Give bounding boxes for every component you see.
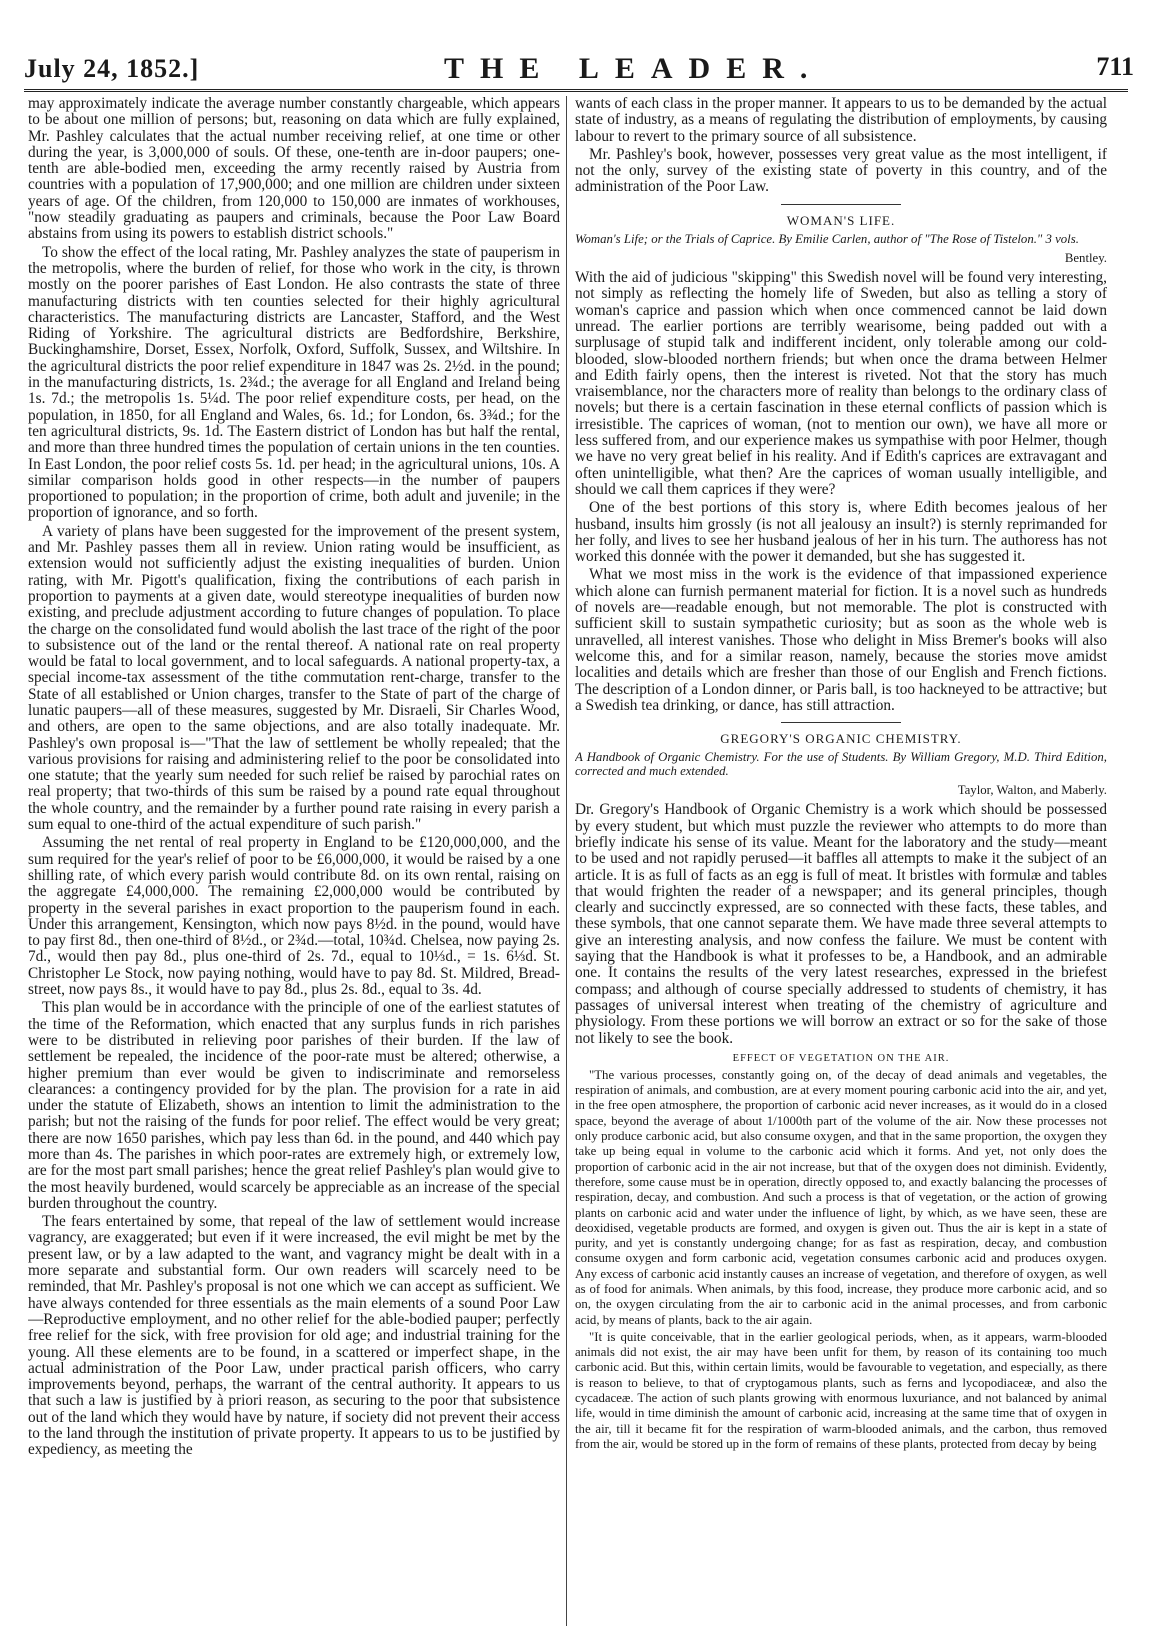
review-title-womans-life: WOMAN'S LIFE. [786,212,896,228]
publisher: Bentley. [1064,250,1107,265]
left-column [28,96,560,1626]
extract [575,1068,1107,1452]
paragraph: Mr. Pashley's book, however, possesses very great value as the most intelligent, if not the only, survey of the existing state of poverty in this country, and of the administration of the Poor Law. [575,145,1107,196]
bibliographic-entry: Woman's Life; or the Trials of Caprice. By Emilie Carlen, author of "The Rose of Tistelon." 3 vols. [575,231,1079,246]
paragraph: A variety of plans have been suggested for the improvement of the present system, and Mr. Pashley passes them all in review. Union rating would be insufficient, as extension would not sufficiently adjust the existing inequalities of burden. Union rating, with Mr. Pigott's qualification, fixing the contributions of each parish in proportion to payments at a given date, would stereotype inequalities of burden now existing, and preclude adjustment according to future changes of population. To place the charge on the consolidated fund would abolish the last trace of the right of the poor to subsistence out of the land or the rental thereof. A national rate on real property would be fatal to local government, and to local safeguards. A national property-tax, a special income-tax assessment of the tithe commutation rent-charge, transfer to the State of all established or Union charges, transfer to the State of part of the charge of lunatic paupers—all of these measures, suggested by Mr. Disraeli, Sir Charles Wood, and others, are open to the same objections, and are also totally inadequate. Mr. Pashley's own proposal is—"That the law of settlement be wholly repealed; that the various provisions for raising and administering relief to the poor be consolidated into one statute; that the yearly sum needed for such relief be raised by parochial rates on real property; that two-thirds of this sum be raised by a pound rate equal throughout the whole country, and the remainder by a further pound rate raising in every parish a sum equal to one-third of the actual expenditure of such parish." [28,522,560,834]
newspaper-title: THE LEADER. [444,52,824,85]
column-divider [566,96,567,1626]
paragraph: With the aid of judicious "skipping" this Swedish novel will be found very interesting, not simply as reflecting the homely life of Sweden, but also as telling a story of woman's caprice and passion which when once commenced cannot be laid down unread. The earlier portions are terribly wearisome, being padded out with a surplusage of stupid talk and indifferent incident, only tolerable among our cold-blooded, slow-blooded northern friends; but when once the drama between Helmer and Edith fairly opens, then the interest is riveted. Not that the story has much vraisemblance, nor the characters more of reality than belongs to the ordinary class of novels; but there is a certain fascination in these eternal conflicts of passion which is irresistible. The caprices of woman, (not to mention our own), we have all more or less suffered from, and our experience makes us sympathise with poor Helmer, though we have no very great belief in his reality. And if Edith's caprices are extravagant and often unintelligible, what then? Are the caprices of woman usually intelligible, and should we call them caprices if they were? [575,269,1107,498]
extract-paragraph: "The various processes, constantly going on, of the decay of dead animals and vegetables, the respiration of animals, and combustion, are at every moment pouring carbonic acid into the air, and yet, in the free open atmosphere, the proportion of carbonic acid never increases, as it would do in a closed space, beyond the average of about 1/1000th part of the volume of the air. Now these processes not only produce carbonic acid, but also consume oxygen, and that in the same proportion, the oxygen they take up being equal in volume to the carbonic acid which it forms. And yet, not only does the proportion of carbonic acid in the air not increase, but that of the oxygen does not diminish. Evidently, therefore, some cause must be in operation, directly opposed to, and exactly balancing the processes of respiration, decay, and combustion. And such a process is that of vegetation, or the action of growing plants on carbonic acid and water under the influence of light, by which, as we have seen, these are deoxidised, vegetable products are formed, and oxygen is given out. Thus the air is kept in a state of purity, and yet is constantly undergoing change; for as fast as respiration, decay, and combustion consume oxygen and form carbonic acid, vegetation consumes carbonic acid and produces oxygen. Any excess of carbonic acid instantly causes an increase of vegetation, and therefore of oxygen, as well as of food for animals. When animals, by this food, increase, they produce more carbonic acid, and so on, the oxygen circulating from the air to carbonic acid in the animal processes, and from carbonic acid, by means of plants, back to the air again. [575,1067,1107,1327]
header-rule [24,89,1128,92]
review-title-gregory: GREGORY'S ORGANIC CHEMISTRY. [720,731,962,747]
paragraph: wants of each class in the proper manner. It appears to us to be demanded by the actual state of industry, as a means of regulating the distribution of employments, by causing labour to revert to the primary source of all subsistence. [575,96,1107,145]
section-divider [781,204,901,205]
paragraph: What we most miss in the work is the evidence of that impassioned experience which alone can furnish permanent material for fiction. It is a novel such as hundreds of novels are—readable enough, but not memorable. The plot is constructed with sufficient skill to sustain sympathetic curiosity; but as soon as the whole web is unravelled, all interest vanishes. Those who delight in Miss Bremer's books will also welcome this, and for a similar reason, namely, because the stories move amidst localities and details which are fresher than those of our English and French fictions. The description of a London dinner, or Paris ball, is too hackneyed to be attractive; but a Swedish tea drinking, or dance, has still attraction. [575,566,1107,714]
section-divider [781,722,901,723]
extract-paragraph: "It is quite conceivable, that in the earlier geological periods, when, as it appears, warm-blooded animals did not exist, the air may have been unfit for them, by reason of its containing too much carbonic acid. But this, within certain limits, would be favourable to vegetation, and especially, as there is reason to believe, to that of cryptogamous plants, such as ferns and lycopodiaceæ, and also the cycadaceæ. The action of such plants growing with enormous luxuriance, and not balanced by animal life, would in time diminish the amount of carbonic acid, increasing at the same time that of oxygen in the air, till it became fit for the respiration of warm-blooded animals, and the carbon, thus removed from the air, would be stored up in the form of remains of these plants, protected from decay by being [575,1329,1107,1451]
paragraph: This plan would be in accordance with the principle of one of the earliest statutes of the time of the Reformation, which enacted that any surplus funds in rich parishes were to be distributed in relieving poor parishes of their burden. If the law of settlement be repealed, the incidence of the poor-rate must be altered; otherwise, a higher premium than ever would be given to indiscriminate and remorseless clearances: a contingency provided for by the plan. The provision for a rate in aid under the statute of Elizabeth, shows an intention to limit the administration to the parish; but not the raising of the funds for poor relief. The effect would be very great; there are now 1650 parishes, which pay less than 6d. in the pound, and 440 which pay more than 4s. The parishes in which poor-rates are extremely high, or extremely low, are for the most part small parishes; hence the great relief Pashley's plan would give to the most heavily burdened, would scarcely be appreciable as an increase of the special burden throughout the country. [28,999,560,1212]
page-number: 711 [1096,52,1134,81]
paragraph: Assuming the net rental of real property in England to be £120,000,000, and the sum required for the year's relief of poor to be £6,000,000, it would be raised by a one shilling rate, of which every parish would contribute 8d. on its own rental, raising on the aggregate £4,000,000. The remaining £2,000,000 would be contributed by property in the several parishes in exact proportion to the pauperism found in each. Under this arrangement, Kensington, which now pays 8½d. in the pound, would have to pay first 8d., then one-third of 8½d., or 2¾d.—total, 10¾d. Chelsea, now paying 2s. 7d., would then pay 8d., plus one-third of 2s. 7d., equal to 10⅓d., = 1s. 6⅓d. St. Christopher Le Stock, now paying nothing, would have to pay 8d. St. Mildred, Bread-street, now pays 8s., it would have to pay 8d., plus 2s. 8d., equal to 3s. 4d. [28,834,560,999]
page-header [24,48,1154,88]
extract-subheading: EFFECT OF VEGETATION ON THE AIR. [732,1052,950,1064]
paragraph: The fears entertained by some, that repeal of the law of settlement would increase vagrancy, are exaggerated; but even if it were increased, the evil might be met by the present law, or by a law adapted to the want, and vagrancy might be dealt with in a more separate and substantial form. Our own readers will scarcely need to be reminded, that Mr. Pashley's proposal is not one which we can accept as sufficient. We have always contended for three essentials as the main elements of a sound Poor Law—Reproductive employment, and no other relief for the able-bodied pauper; perfectly free relief for the sick, with free provision for old age; and industrial training for the young. All these elements are to be found, in a scattered or imperfect shape, in the actual administration of the Poor Law, under practical parish officers, who carry improvements beyond, perhaps, the warrant of the central authority. It appears to us that such a law is justified by à priori reason, as securing to the poor that subsistence out of the land which they would have by nature, if society did not prevent their access to the land through the institution of private property. It appears to us to be justified by expediency, as meeting the [28,1213,560,1459]
bibliographic-entry: A Handbook of Organic Chemistry. For the use of Students. By William Gregory, M.D. Third Edition, corrected and much extended. [575,750,1107,779]
publisher: Taylor, Walton, and Maberly. [957,783,1107,798]
paragraph: Dr. Gregory's Handbook of Organic Chemistry is a work which should be possessed by every student, but which must puzzle the reviewer who attempts to do more than briefly indicate his sense of its value. Meant for the laboratory and the study—meant to be used and not rapidly perused—it baffles all attempts to make it the subject of an article. It is as full of facts as an egg is full of meat. It bristles with formulæ and tables that would frighten the reader of a newspaper; and its general principles, though clearly and succinctly expressed, are so connected with these facts, these tables, and these symbols, that one cannot separate them. We have made three several attempts to give an interesting analysis, and now confess the failure. We must be content with saying that the Handbook is what it professes to be, a Handbook, and an admirable one. It contains the results of the very latest researches, expressed in the briefest compass; and although of course specially addressed to students of chemistry, it has passages of universal interest when treating of the chemistry of agriculture and physiology. From these portions we will borrow an extract or so for the sake of those not likely to see the book. [575,801,1107,1047]
paragraph: One of the best portions of this story is, where Edith becomes jealous of her husband, insults him grossly (is not all jealousy an insult?) is sternly reprimanded for her folly, and lives to see her husband jealous of her in his turn. The authoress has not worked this donnée with the power it demanded, but she has suggested it. [575,499,1107,566]
issue-date: July 24, 1852.] [24,54,200,83]
right-column [575,96,1107,1626]
paragraph: To show the effect of the local rating, Mr. Pashley analyzes the state of pauperism in the metropolis, where the burden of relief, for those who work in the city, is thrown mostly on the poorer parishes of East London. He also contrasts the state of three manufacturing districts with ten counties selected for their highly agricultural characteristics. The manufacturing districts are Lancaster, Stafford, and the West Riding of Yorkshire. The agricultural districts are Bedfordshire, Berkshire, Buckinghamshire, Dorset, Essex, Norfolk, Oxford, Suffolk, Sussex, and Wiltshire. In the agricultural districts the poor relief expenditure in 1847 was 2s. 2½d. in the pound; in the manufacturing districts, 1s. 2¾d.; the average for all England and Ireland being 1s. 7d.; the metropolis 1s. 5¼d. The poor relief expenditure costs, per head, on the population, in 1850, for all England and Wales, 6s. 1d.; for London, 6s. 3¾d.; for the ten agricultural districts, 9s. 1d. The Eastern district of London has but half the rental, and more than three hundred times the population of certain unions in the ten counties. In East London, the poor relief costs 5s. 1d. per head; in the agricultural unions, 10s. A similar comparison holds good in other respects—in the number of paupers proportioned to population; in the proportion of crime, both adult and juvenile; in the proportion of ignorance, and so forth. [28,243,560,522]
paragraph: may approximately indicate the average number constantly chargeable, which appears to be about one million of persons; but, reasoning on data which are fully explained, Mr. Pashley calculates that the actual number receiving relief, at one time or other during the year, is 3,000,000 of souls. Of these, one-tenth are in-door paupers; one-tenth are able-bodied men, exceeding the army recently raised by Austria from countries with a population of 17,900,000; and one million are children under sixteen years of age. Of the children, from 120,000 to 150,000 are inmates of workhouses, "now steadily graduating as paupers and criminals, because the Poor Law Board abstains from using its powers to establish district schools." [28,96,560,243]
